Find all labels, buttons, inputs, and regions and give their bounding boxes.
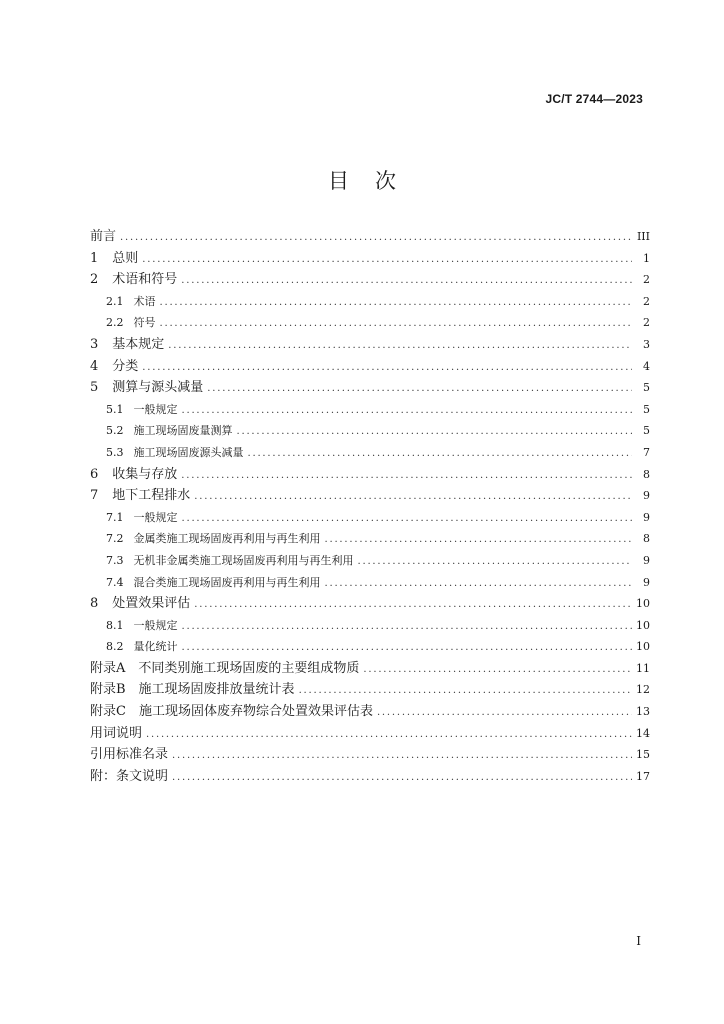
dot-leader [142,357,632,379]
toc-entry-label: 金属类施工现场固废再利用与再生利用 [133,532,321,546]
toc-entry-label: 一般规定 [133,402,178,416]
toc-entry-page: 5 [643,424,650,438]
toc-entry-number: 5.3 [106,445,124,459]
toc-entry-page: 11 [636,661,650,675]
standard-code: JC/T 2744—2023 [545,92,643,106]
toc-entry-page: 8 [643,467,650,481]
toc-entry-number: 4 [90,358,99,374]
table-of-contents [90,226,650,787]
dot-leader [194,486,632,508]
toc-entry[interactable] [90,701,650,723]
toc-entry-label: 一般规定 [133,510,178,524]
toc-entry-page: 17 [636,769,650,783]
toc-entry[interactable] [90,377,650,399]
toc-entry-label: 附录B 施工现场固废排放量统计表 [90,682,295,698]
toc-entry-page: 8 [643,532,650,546]
toc-entry-number: 6 [90,466,99,482]
toc-entry-page: 9 [643,553,650,567]
toc-entry[interactable] [90,593,650,615]
dot-leader [182,400,633,422]
toc-entry-label: 用词说明 [90,725,143,741]
toc-entry[interactable] [90,291,650,313]
toc-entry-label: 总则 [112,250,139,266]
toc-entry[interactable] [90,636,650,658]
toc-entry-label: 分类 [112,358,139,374]
toc-entry[interactable] [90,420,650,442]
toc-entry[interactable] [90,464,650,486]
toc-entry[interactable] [90,442,650,464]
toc-entry-label: 混合类施工现场固废再利用与再生利用 [133,575,321,589]
dot-leader [237,421,633,443]
toc-entry-label: 附：条文说明 [90,768,169,784]
toc-entry-page: 4 [643,359,650,373]
toc-entry-label: 测算与源头减量 [112,380,204,396]
toc-entry-number: 8.1 [106,618,124,632]
toc-entry[interactable] [90,528,650,550]
toc-entry-label: 收集与存放 [112,466,178,482]
toc-entry-label: 施工现场固废源头减量 [133,445,244,459]
dot-leader [325,529,633,551]
toc-entry-number: 7.3 [106,553,124,567]
dot-leader [181,270,632,292]
toc-entry-page: 7 [643,445,650,459]
toc-entry[interactable] [90,766,650,788]
dot-leader [120,227,632,249]
toc-entry-page: 5 [643,402,650,416]
dot-leader [182,508,633,530]
toc-entry-page: 2 [643,316,650,330]
dot-leader [142,249,632,271]
page-number: I [636,934,641,948]
toc-entry-page: 15 [636,748,650,762]
toc-entry-page: III [636,230,650,243]
dot-leader [248,443,633,465]
toc-entry-number: 5.1 [106,402,124,416]
toc-entry[interactable] [90,312,650,334]
toc-entry[interactable] [90,658,650,680]
toc-entry-number: 5 [90,380,99,396]
toc-entry-number: 3 [90,336,99,352]
toc-entry-label: 施工现场固废量测算 [133,424,233,438]
toc-entry-page: 5 [643,381,650,395]
toc-entry-page: 2 [643,273,650,287]
toc-entry-page: 12 [636,683,650,697]
toc-entry-page: 10 [636,618,650,632]
dot-leader [160,292,633,314]
toc-entry[interactable] [90,399,650,421]
dot-leader [299,680,632,702]
toc-entry-number: 8.2 [106,640,124,654]
toc-entry[interactable] [90,226,650,248]
dot-leader [194,594,632,616]
toc-entry[interactable] [90,723,650,745]
toc-entry-number: 7.1 [106,510,124,524]
toc-entry-label: 术语 [133,294,156,308]
toc-entry-number: 5.2 [106,424,124,438]
dot-leader [172,767,632,789]
toc-entry[interactable] [90,507,650,529]
dot-leader [168,335,632,357]
dot-leader [182,616,633,638]
dot-leader [146,724,632,746]
toc-entry-page: 13 [636,705,650,719]
toc-entry-label: 附录A 不同类别施工现场固废的主要组成物质 [90,660,360,676]
toc-entry[interactable] [90,679,650,701]
dot-leader [363,659,632,681]
toc-entry-label: 处置效果评估 [112,596,191,612]
toc-entry-number: 8 [90,596,99,612]
dot-leader [160,313,633,335]
toc-entry-label: 前言 [90,229,117,244]
toc-entry-number: 1 [90,250,99,266]
toc-entry[interactable] [90,615,650,637]
toc-entry-number: 2.1 [106,294,124,308]
toc-entry-page: 10 [636,597,650,611]
toc-entry[interactable] [90,269,650,291]
dot-leader [377,702,632,724]
toc-entry-number: 7.4 [106,575,124,589]
toc-entry-page: 9 [643,575,650,589]
toc-entry-page: 14 [636,726,650,740]
toc-entry-page: 2 [643,294,650,308]
toc-entry-label: 地下工程排水 [112,488,191,504]
toc-entry-label: 引用标准名录 [90,747,169,763]
toc-entry-number: 7.2 [106,532,124,546]
toc-entry-label: 无机非金属类施工现场固废再利用与再生利用 [133,553,354,567]
toc-entry-label: 术语和符号 [112,272,178,288]
dot-leader [325,573,633,595]
toc-entry-number: 2.2 [106,316,124,330]
toc-entry[interactable] [90,485,650,507]
toc-entry-page: 3 [643,337,650,351]
toc-entry-label: 符号 [133,316,156,330]
toc-entry[interactable] [90,334,650,356]
dot-leader [358,551,633,573]
toc-entry[interactable] [90,356,650,378]
toc-entry[interactable] [90,744,650,766]
toc-entry-label: 量化统计 [133,640,178,654]
dot-leader [207,378,632,400]
toc-entry-label: 基本规定 [112,336,165,352]
toc-entry-page: 9 [643,510,650,524]
toc-entry-page: 1 [643,251,650,265]
dot-leader [172,745,632,767]
toc-entry-label: 一般规定 [133,618,178,632]
dot-leader [181,465,632,487]
toc-entry[interactable] [90,248,650,270]
toc-entry-number: 7 [90,488,99,504]
toc-entry-number: 2 [90,272,99,288]
toc-entry-page: 9 [643,489,650,503]
toc-entry[interactable] [90,572,650,594]
page-title: 目次 [328,169,422,193]
toc-entry-label: 附录C 施工现场固体废弃物综合处置效果评估表 [90,704,373,720]
toc-entry[interactable] [90,550,650,572]
dot-leader [182,637,633,659]
toc-entry-page: 10 [636,640,650,654]
